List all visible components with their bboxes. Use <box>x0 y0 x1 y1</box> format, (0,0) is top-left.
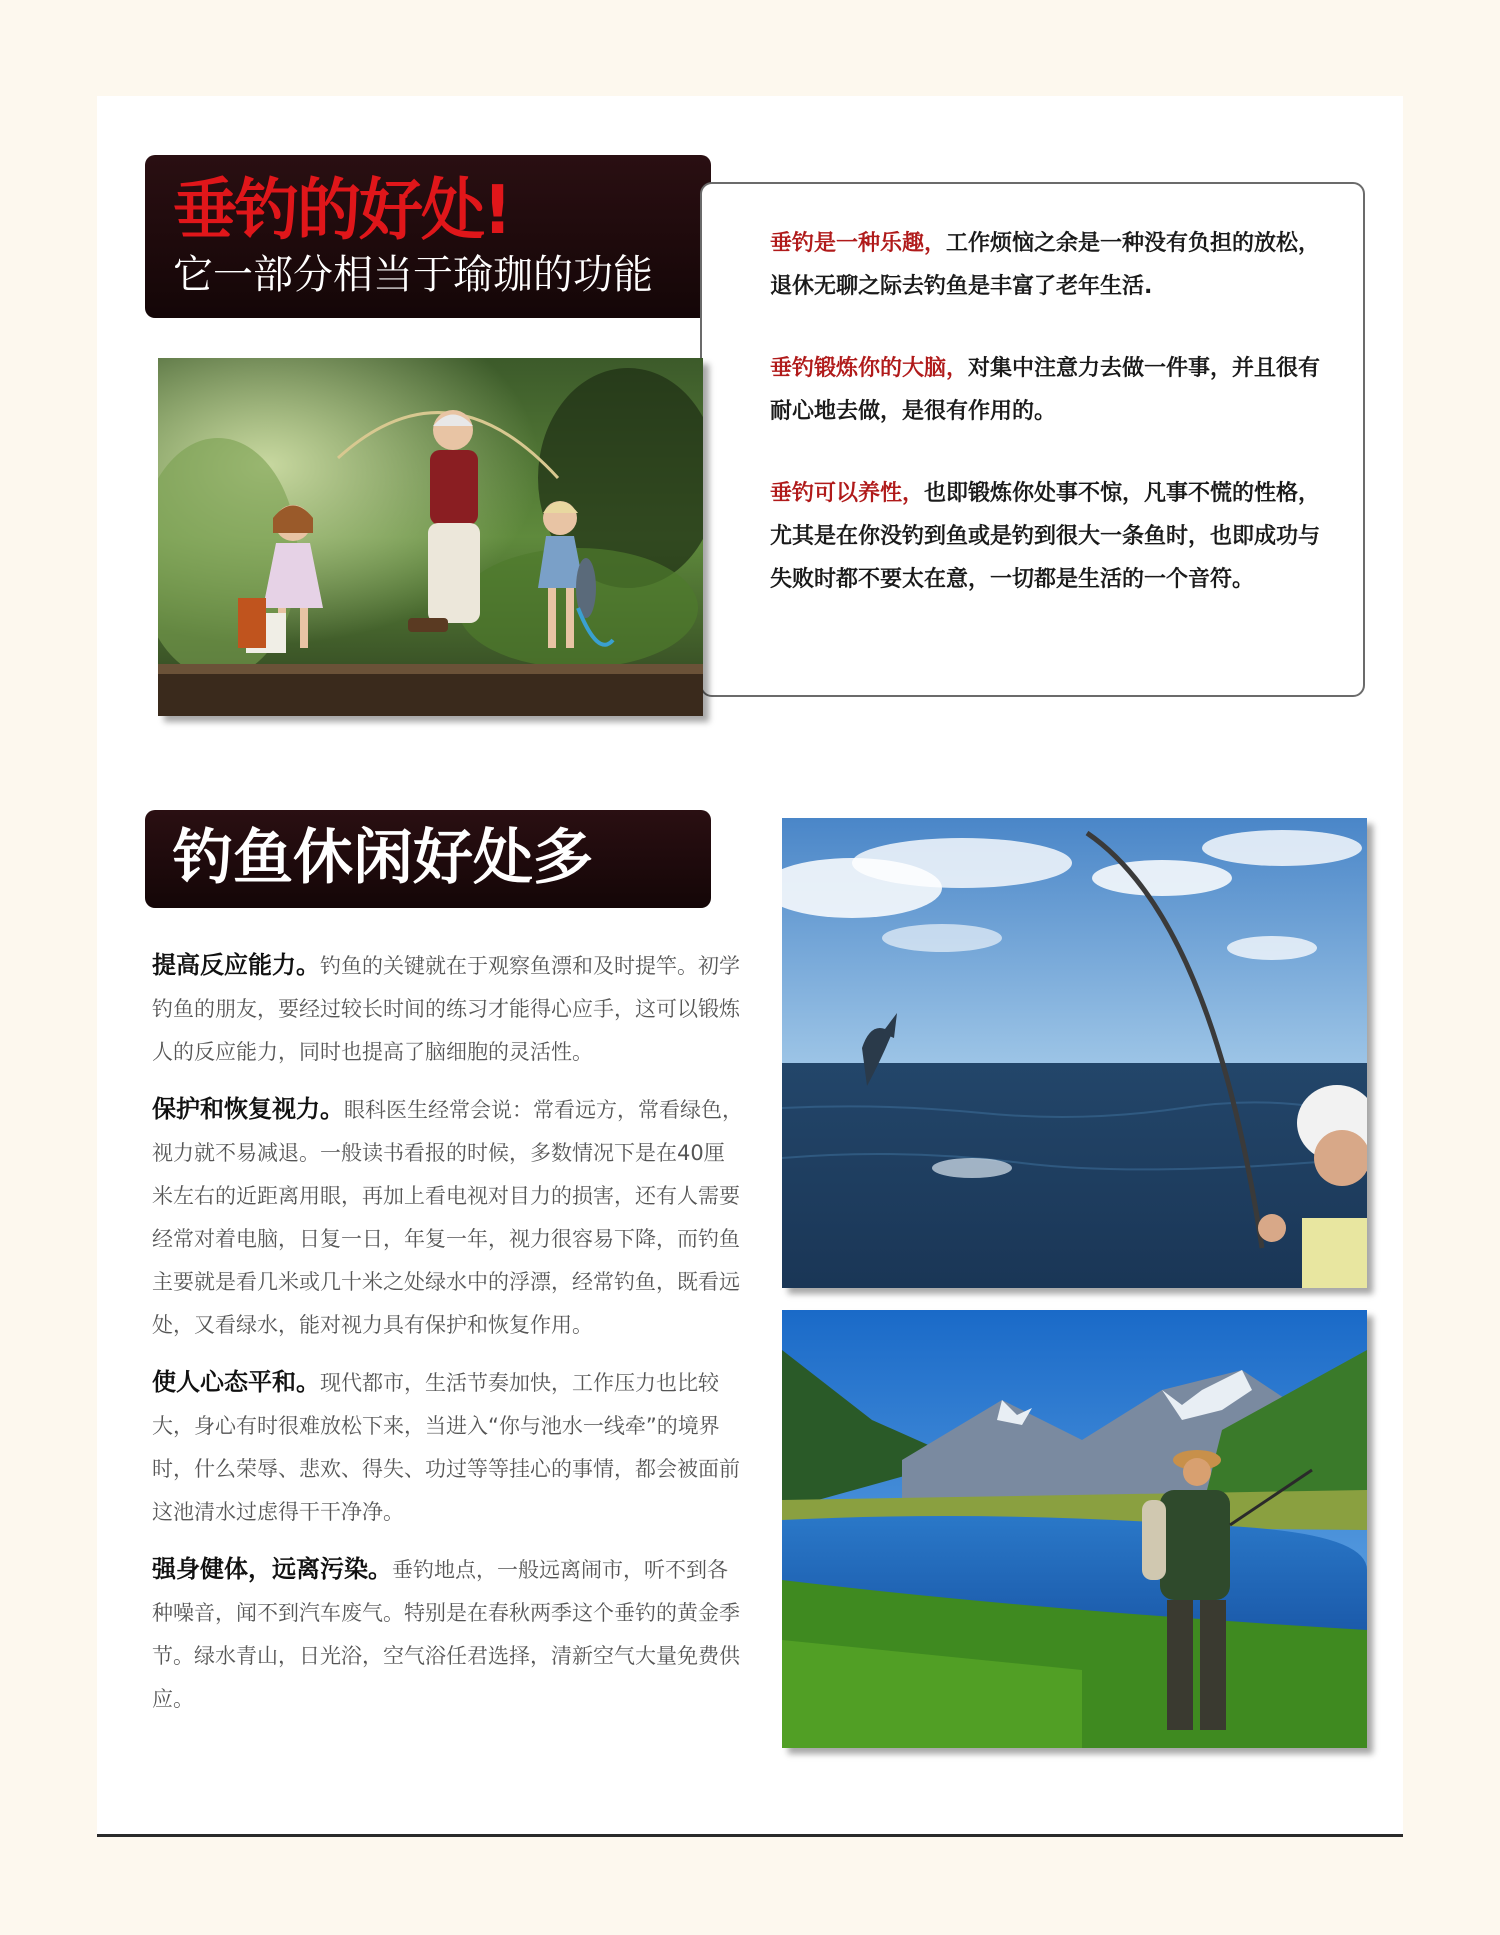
info-lead: 垂钓可以养性， <box>770 481 925 506</box>
benefits-banner <box>145 155 711 318</box>
benefit-item <box>152 1088 744 1347</box>
info-text: 工作烦恼之余是一种没有负担的放松，退休无聊之际去钓鱼是丰富了老年生活. <box>770 231 1321 299</box>
benefit-text: 现代都市，生活节奏加快，工作压力也比较大，身心有时很难放松下来，当进入“你与池水一线牵”的境界时，什么荣辱、悲欢、得失、功过等等挂心的事情，都会被面前这池清水过虑得干干净净。 <box>152 1371 740 1524</box>
benefit-lead: 强身健体，远离污染。 <box>152 1555 392 1583</box>
banner-title: 钓鱼休闲好处多 <box>173 823 593 893</box>
sea-fishing-photo <box>782 818 1367 1288</box>
leisure-banner <box>145 810 711 908</box>
benefit-text: 眼科医生经常会说：常看远方，常看绿色，视力就不易减退。一般读书看报的时候，多数情况下是在40厘米左右的近距离用眼，再加上看电视对目力的损害，还有人需要经常对着电脑，日复一日，年复一年，视力很容易下降，而钓鱼主要就是看几米或几十米之处绿水中的浮漂，经常钓鱼，既看远处，又看绿水，能对视力具有保护和恢复作用。 <box>152 1098 743 1337</box>
benefit-lead: 提高反应能力。 <box>152 951 320 979</box>
family-fishing-photo <box>158 358 703 716</box>
benefit-lead: 使人心态平和。 <box>152 1368 320 1396</box>
benefit-item <box>152 1548 744 1721</box>
info-paragraph <box>770 347 1330 433</box>
info-lead: 垂钓锻炼你的大脑， <box>770 356 969 381</box>
benefits-list <box>152 944 744 1735</box>
benefit-text: 垂钓地点，一般远离闹市，听不到各种噪音，闻不到汽车废气。特别是在春秋两季这个垂钓的黄金季节。绿水青山，日光浴，空气浴任君选择，清新空气大量免费供应。 <box>152 1558 740 1711</box>
info-text: 也即锻炼你处事不惊，凡事不慌的性格，尤其是在你没钓到鱼或是钓到很大一条鱼时，也即成功与失败时都不要太在意，一切都是生活的一个音符。 <box>770 481 1321 592</box>
info-text: 对集中注意力去做一件事，并且很有耐心地去做，是很有作用的。 <box>770 356 1321 424</box>
benefit-item <box>152 1361 744 1534</box>
info-box-text <box>770 222 1330 640</box>
river-fishing-photo <box>782 1310 1367 1748</box>
benefit-lead: 保护和恢复视力。 <box>152 1095 344 1123</box>
info-paragraph <box>770 222 1330 308</box>
info-paragraph <box>770 472 1330 601</box>
benefit-item <box>152 944 744 1074</box>
benefit-text: 钓鱼的关键就在于观察鱼漂和及时提竿。初学钓鱼的朋友，要经过较长时间的练习才能得心应手，这可以锻炼人的反应能力，同时也提高了脑细胞的灵活性。 <box>152 954 740 1064</box>
banner-title: 垂钓的好处! <box>173 171 511 250</box>
banner-subtitle: 它一部分相当于瑜珈的功能 <box>173 252 653 298</box>
info-lead: 垂钓是一种乐趣， <box>770 231 947 256</box>
